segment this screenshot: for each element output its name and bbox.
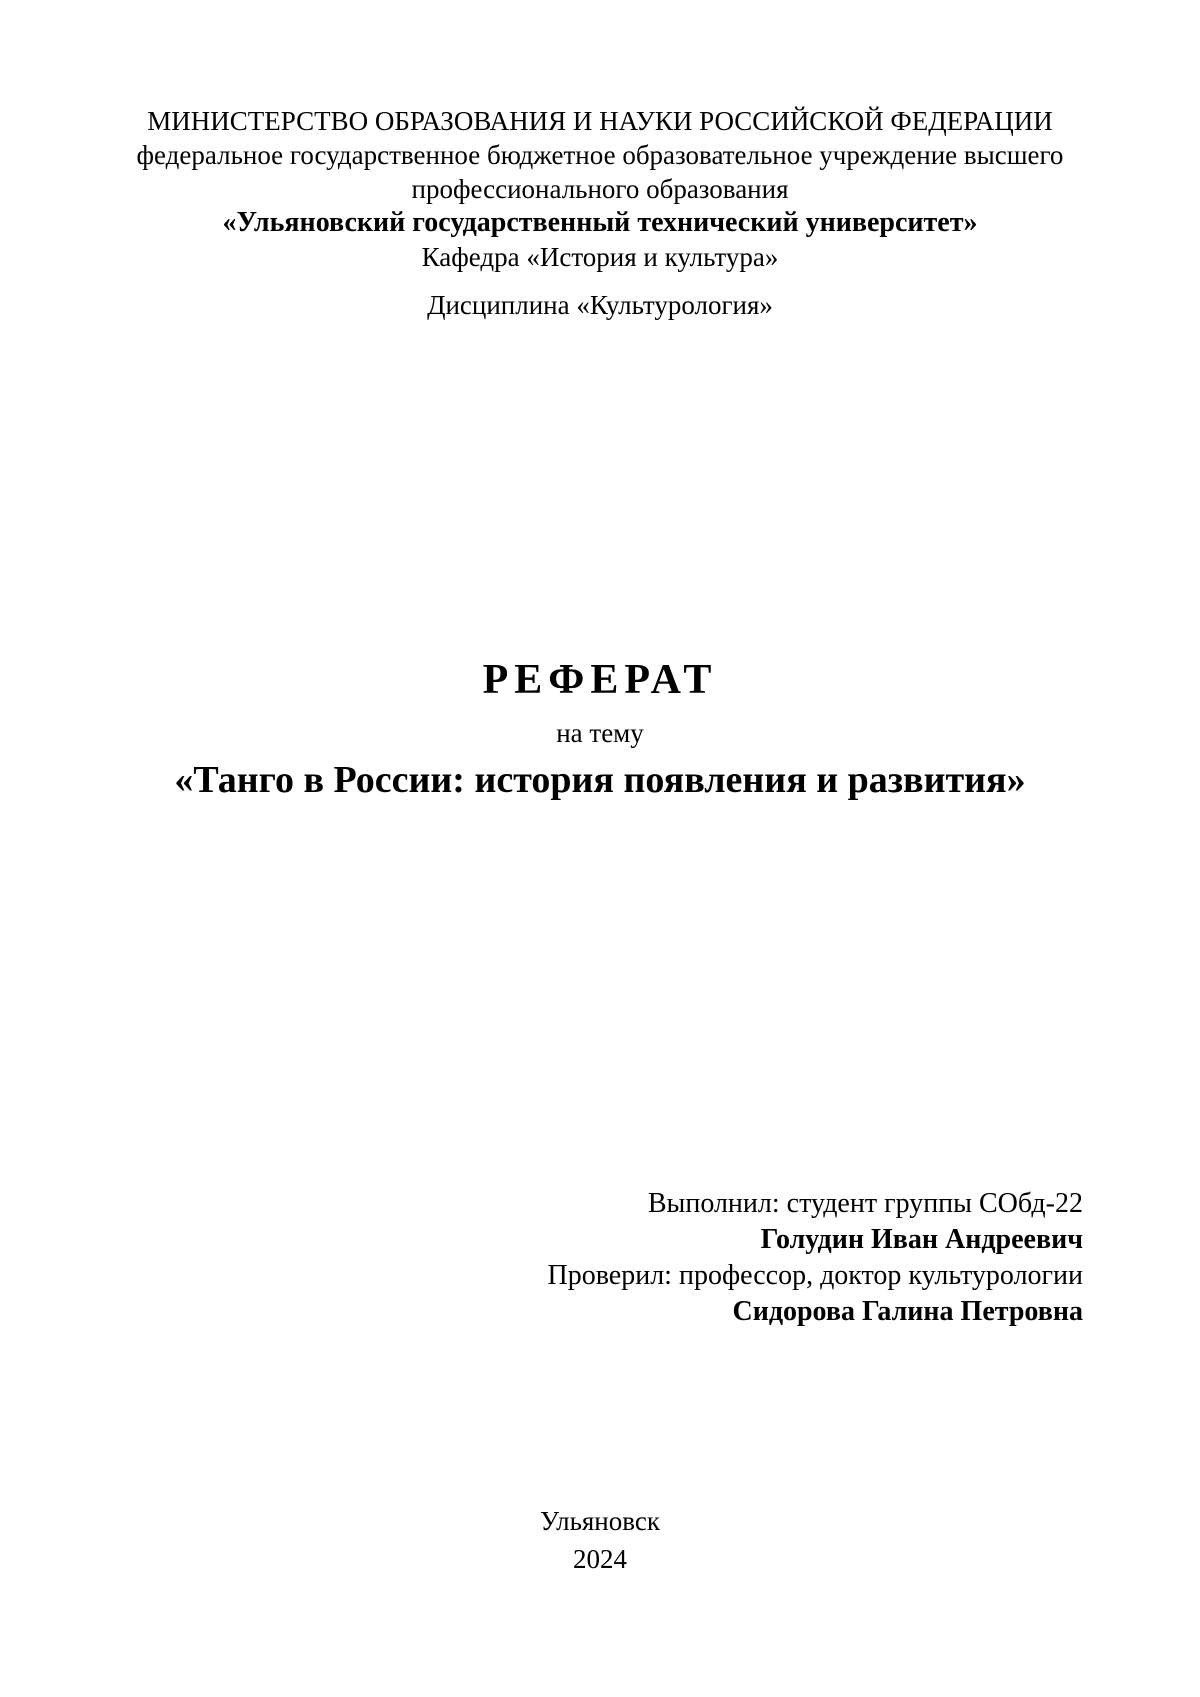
- document-title-block: [0, 656, 1200, 802]
- student-name: Голудин Иван Андреевич: [760, 1224, 1083, 1255]
- discipline-line: Дисциплина «Культурология»: [427, 290, 773, 320]
- department-line: Кафедра «История и культура»: [421, 242, 779, 272]
- institution-header: [60, 104, 1140, 322]
- teacher-name: Сидорова Галина Петровна: [732, 1296, 1083, 1327]
- topic-title: «Танго в России: история появления и развития»: [174, 759, 1026, 801]
- ministry-line: МИНИСТЕРСТВО ОБРАЗОВАНИЯ И НАУКИ РОССИЙСКОЙ ФЕДЕРАЦИИ: [147, 106, 1053, 136]
- institution-line-1: федеральное государственное бюджетное образовательное учреждение высшего: [136, 140, 1064, 170]
- university-name: «Ульяновский государственный технический университет»: [222, 207, 978, 238]
- checked-by-line: Проверил: профессор, доктор культурологии: [547, 1260, 1083, 1291]
- city-line: Ульяновск: [540, 1506, 660, 1536]
- institution-line-2: профессионального образования: [411, 174, 789, 204]
- performed-by-line: Выполнил: студент группы СОбд-22: [647, 1188, 1083, 1219]
- footer-block: [0, 1502, 1200, 1578]
- document-type-title: РЕФЕРАТ: [482, 657, 718, 703]
- topic-subtitle: на тему: [556, 718, 644, 748]
- author-block: [548, 1186, 1083, 1330]
- year-line: 2024: [573, 1544, 627, 1574]
